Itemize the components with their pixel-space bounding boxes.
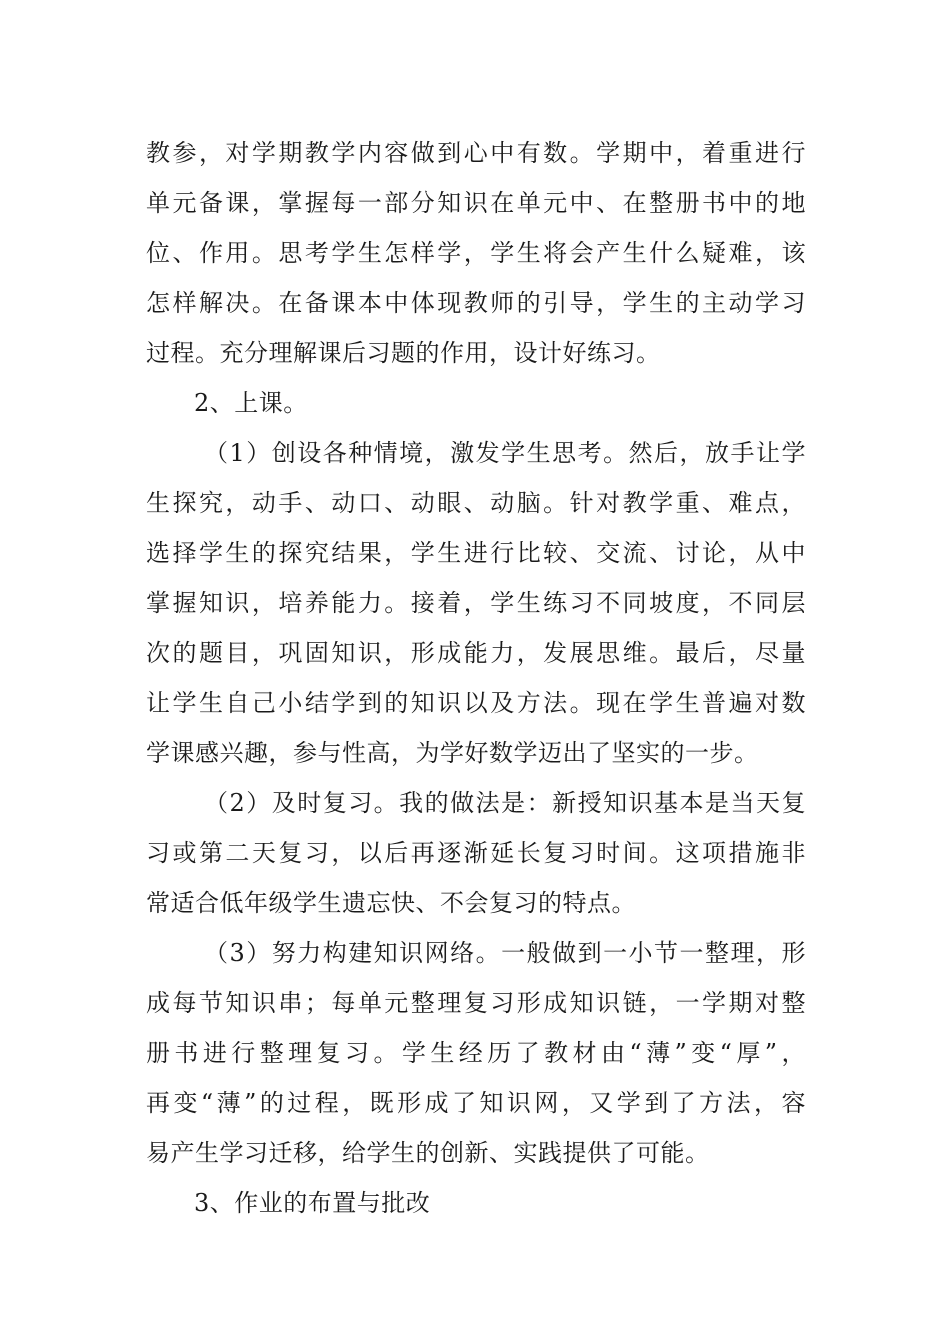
document-body xyxy=(146,128,806,1228)
text-line: 习或第二天复习，以后再逐渐延长复习时间。这项措施非 xyxy=(146,839,806,867)
text-line: 掌握知识，培养能力。接着，学生练习不同坡度，不同层 xyxy=(146,589,806,617)
text-line: 过程。充分理解课后习题的作用，设计好练习。 xyxy=(146,339,661,367)
text-line: 教参，对学期教学内容做到心中有数。学期中，着重进行 xyxy=(146,139,806,167)
text-line: 再变“薄”的过程，既形成了知识网，又学到了方法，容 xyxy=(146,1089,806,1117)
text-line: 册书进行整理复习。学生经历了教材由“薄”变“厚”， xyxy=(146,1039,806,1067)
text-line: 单元备课，掌握每一部分知识在单元中、在整册书中的地 xyxy=(146,189,806,217)
text-line: 让学生自己小结学到的知识以及方法。现在学生普遍对数 xyxy=(146,689,806,717)
text-line: 常适合低年级学生遗忘快、不会复习的特点。 xyxy=(146,889,636,917)
text-line: 学课感兴趣，参与性高，为学好数学迈出了坚实的一步。 xyxy=(146,739,759,767)
text-line: 成每节知识串；每单元整理复习形成知识链，一学期对整 xyxy=(146,989,806,1017)
text-line: 位、作用。思考学生怎样学，学生将会产生什么疑难，该 xyxy=(146,239,806,267)
paragraph-start-line: （2）及时复习。我的做法是：新授知识基本是当天复 xyxy=(204,789,806,817)
paragraph-start-line: （3）努力构建知识网络。一般做到一小节一整理，形 xyxy=(204,939,806,967)
text-line: 次的题目，巩固知识，形成能力，发展思维。最后，尽量 xyxy=(146,639,806,667)
text-line: 生探究，动手、动口、动眼、动脑。针对教学重、难点， xyxy=(146,489,806,517)
section-heading: 2、上课。 xyxy=(194,389,308,417)
text-line: 易产生学习迁移，给学生的创新、实践提供了可能。 xyxy=(146,1139,710,1167)
paragraph-start-line: （1）创设各种情境，激发学生思考。然后，放手让学 xyxy=(204,439,806,467)
section-heading: 3、作业的布置与批改 xyxy=(194,1189,431,1217)
text-line: 选择学生的探究结果，学生进行比较、交流、讨论，从中 xyxy=(146,539,806,567)
text-line: 怎样解决。在备课本中体现教师的引导，学生的主动学习 xyxy=(146,289,806,317)
